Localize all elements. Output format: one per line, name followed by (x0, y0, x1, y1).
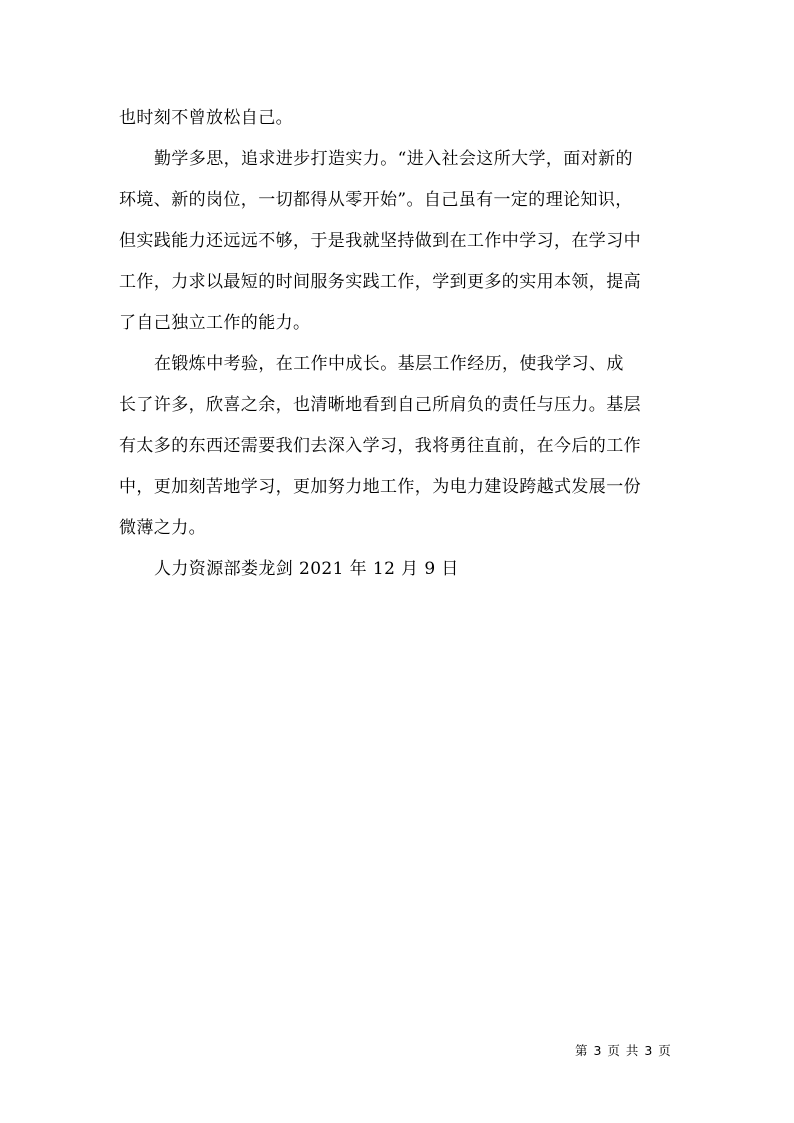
text-line: 有太多的东西还需要我们去深入学习，我将勇往直前，在今后的工作 (119, 436, 641, 456)
body-text (119, 98, 682, 590)
text-line: 长了许多，欣喜之余，也清晰地看到自己所肩负的责任与压力。基层 (119, 395, 641, 415)
text-line: 中，更加刻苦地学习，更加努力地工作，为电力建设跨越式发展一份 (119, 477, 641, 497)
text-line: 但实践能力还远远不够，于是我就坚持做到在工作中学习，在学习中 (119, 231, 641, 251)
paragraph-work-experience (119, 344, 682, 549)
paragraph-closing-continued (119, 98, 682, 139)
text-line: 工作，力求以最短的时间服务实践工作，学到更多的实用本领，提高 (119, 272, 641, 292)
text-line: 也时刻不曾放松自己。 (119, 108, 293, 128)
text-line: 微薄之力。 (119, 518, 206, 538)
text-line: 了自己独立工作的能力。 (119, 313, 311, 333)
signature-date-line (119, 549, 682, 590)
page-number-footer: 第 3 页 共 3 页 (575, 1043, 672, 1058)
text-line: 在锻炼中考验，在工作中成长。基层工作经历，使我学习、成 (154, 354, 624, 374)
paragraph-study-growth (119, 139, 682, 344)
text-line: 环境、新的岗位，一切都得从零开始”。自己虽有一定的理论知识， (119, 190, 633, 210)
author-date: 人力资源部娄龙剑 2021 年 12 月 9 日 (154, 559, 459, 579)
text-line: 勤学多思，追求进步打造实力。“进入社会这所大学，面对新的 (154, 149, 633, 169)
